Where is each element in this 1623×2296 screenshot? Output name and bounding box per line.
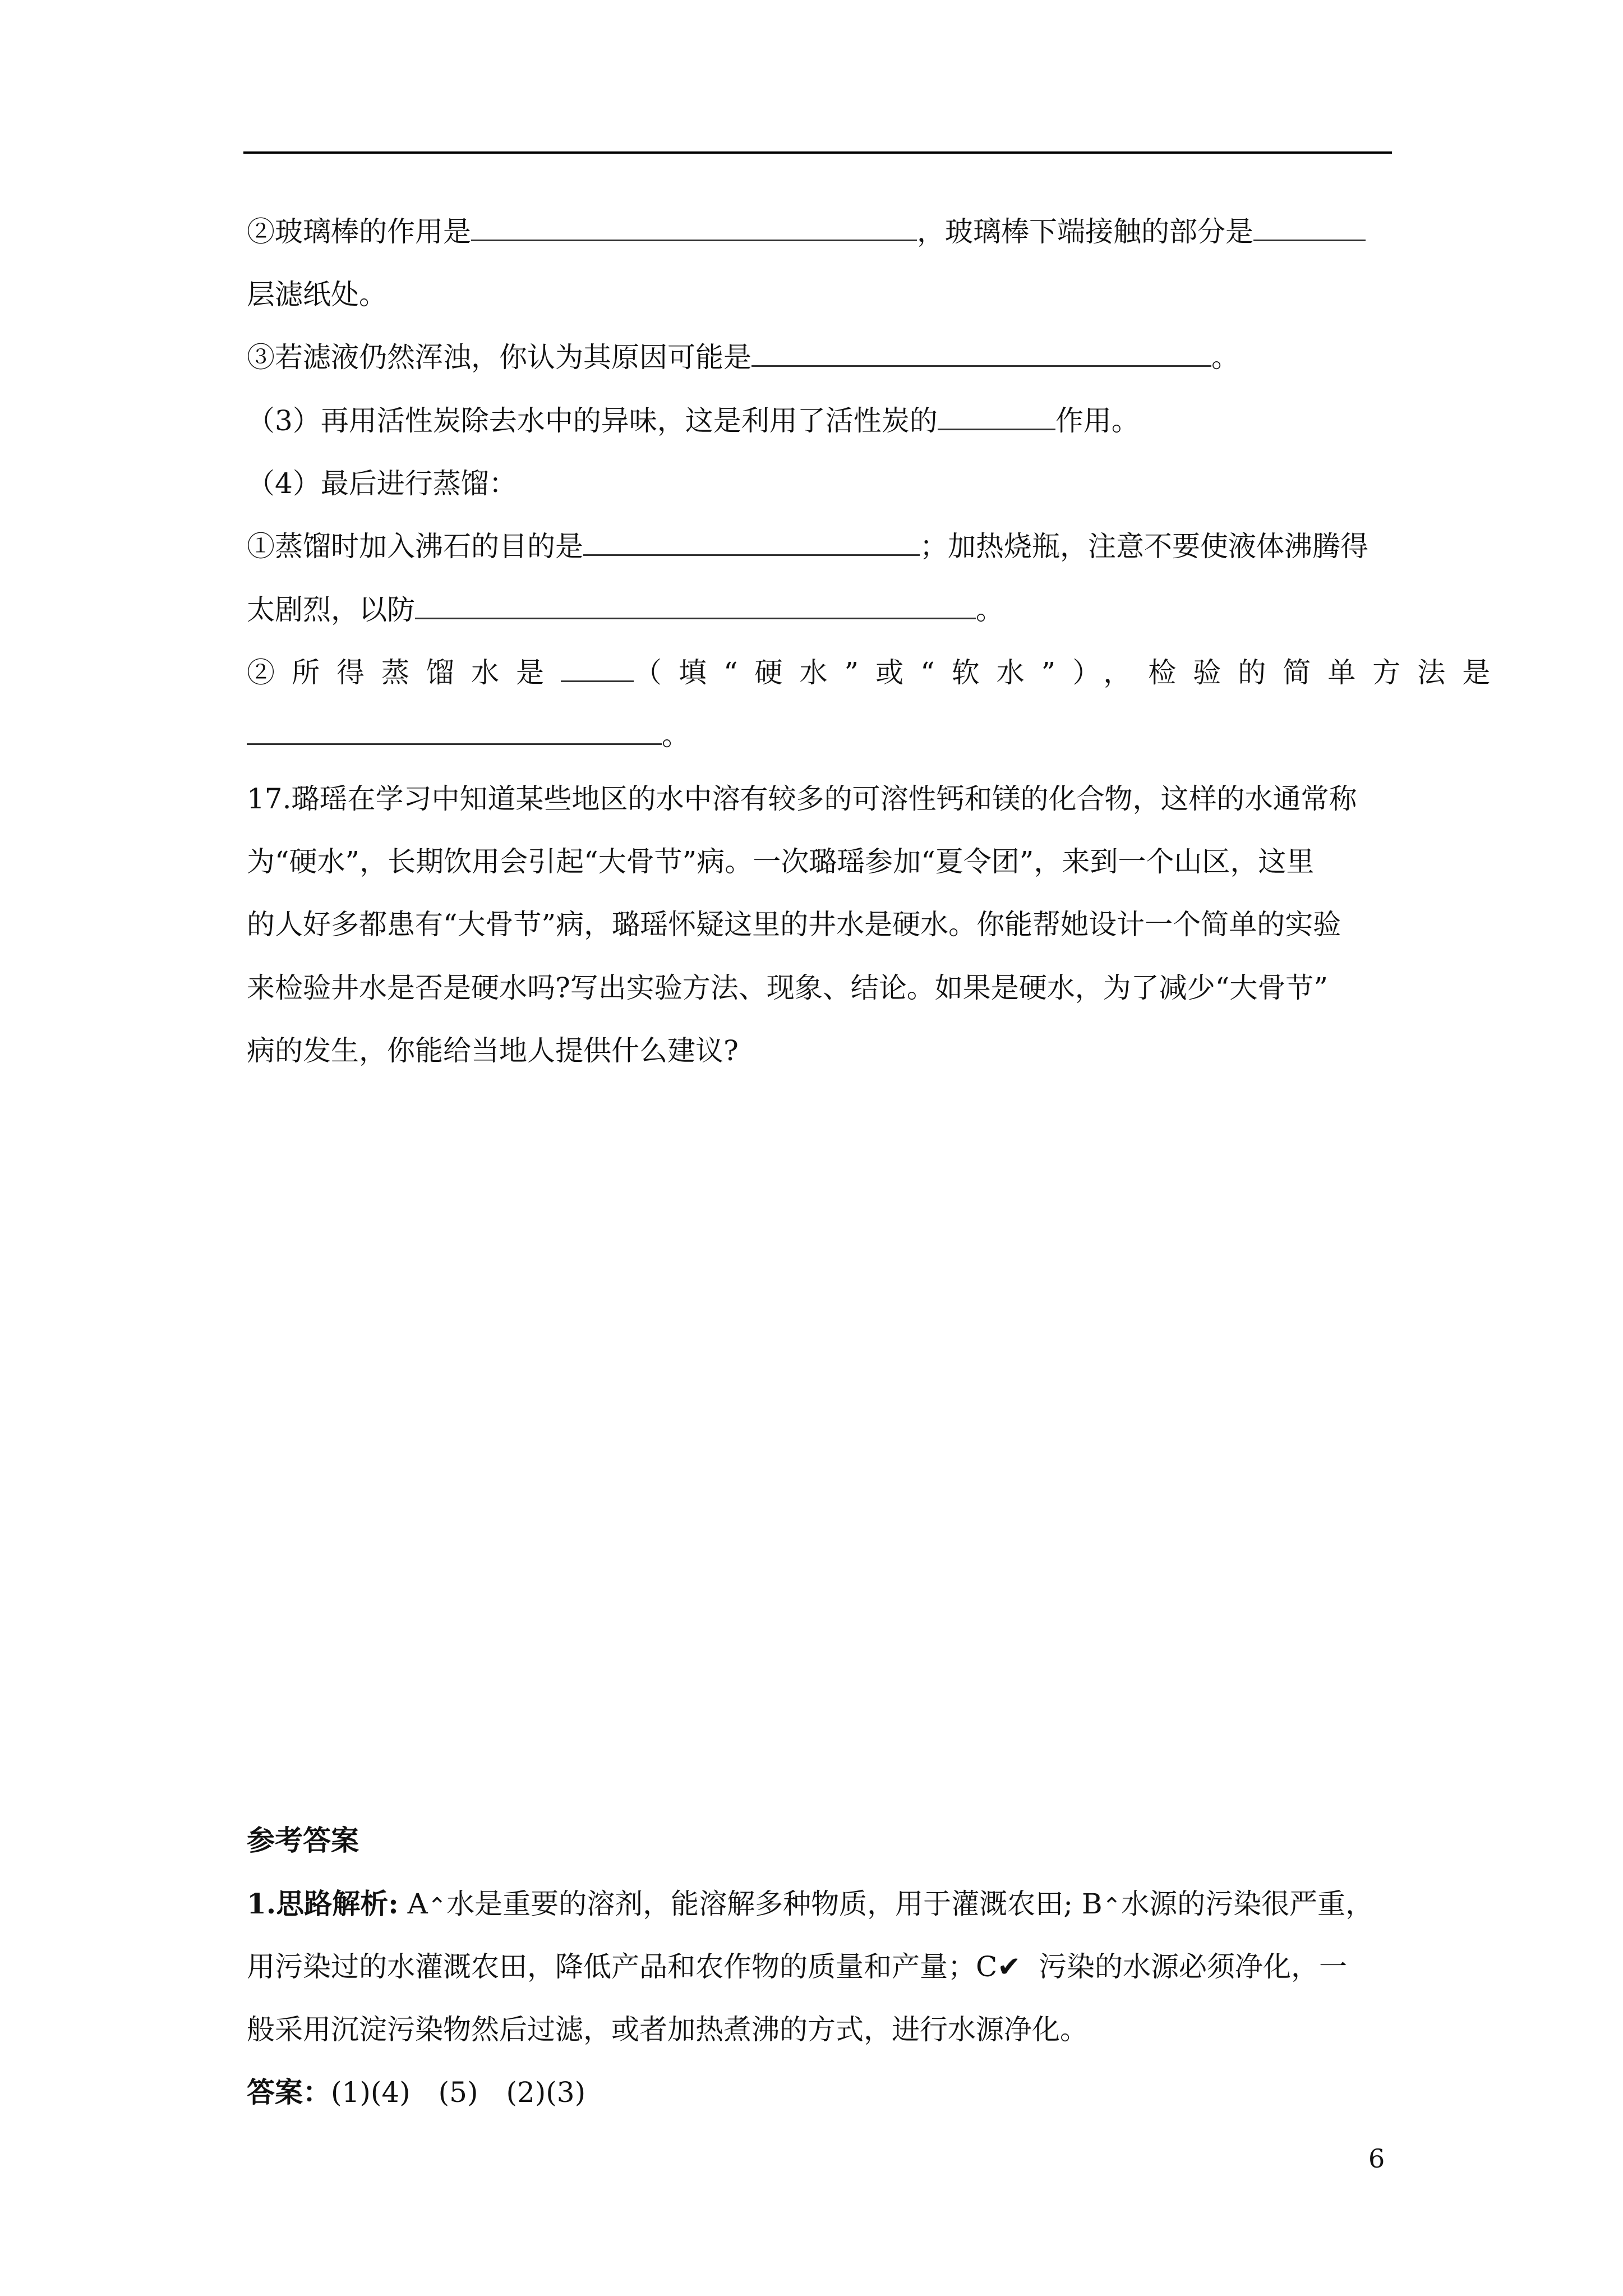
answer-1-line-3: 般采用沉淀污染物然后过滤，或者加热煮沸的方式，进行水源净化。 [247,2013,1088,2046]
answer-blank[interactable] [471,215,917,241]
answer-1-line-1: 1.思路解析: A⌃水是重要的溶剂，能溶解多种物质，用于灌溉农田; B⌃水源的污染很严重， [247,1887,1374,1920]
q16-line-8: ②所得蒸馏水是 （填“硬水”或“软水”），检验的简单方法是 [247,656,1507,689]
q16-line-5: （4）最后进行蒸馏： [247,467,517,500]
q16-line-6: ①蒸馏时加入沸石的目的是 ；加热烧瓶，注意不要使液体沸腾得 [247,530,1368,563]
q17-line: 17.璐瑶在学习中知道某些地区的水中溶有较多的可溶性钙和镁的化合物，这样的水通常称 [247,783,1357,815]
answer-blank[interactable] [415,593,976,619]
check-mark-icon: ✔ [997,1950,1021,1983]
q16-line-4: （3）再用活性炭除去水中的异味，这是利用了活性炭的 作用。 [247,404,1140,437]
answer-blank[interactable] [751,341,1211,367]
answer-blank[interactable] [583,530,920,556]
header-rule [243,151,1392,154]
answers-heading: 参考答案 [247,1824,359,1857]
q16-line-2: ②玻璃棒的作用是 ，玻璃棒下端接触的部分是 [247,215,1366,249]
answer-blank[interactable] [561,656,634,682]
q16-line-7: 太剧烈，以防 。 [247,593,1004,626]
q16-line-9: 。 [247,719,690,752]
answer-blank[interactable] [1253,215,1366,241]
q17-line: 为“硬水”，长期饮用会引起“大骨节”病。一次璐瑶参加“夏令团”，来到一个山区，这里 [247,845,1315,878]
q17-line: 的人好多都患有“大骨节”病，璐瑶怀疑这里的井水是硬水。你能帮她设计一个简单的实验 [247,908,1341,941]
answer-1-line-2: 用污染过的水灌溉农田，降低产品和农作物的质量和产量；C✔ 污染的水源必须净化，一 [247,1950,1347,1983]
answer-1-final: 答案：(1)(4) (5) (2)(3) [247,2076,586,2109]
caret-mark-icon: ⌃ [427,1893,447,1919]
answer-blank[interactable] [247,719,662,745]
q17-line: 来检验井水是否是硬水吗?写出实验方法、现象、结论。如果是硬水，为了减少“大骨节” [247,972,1328,1004]
q16-line-3: ③若滤液仍然浑浊，你认为其原因可能是 。 [247,341,1239,374]
page-number: 6 [1368,2143,1385,2174]
caret-mark-icon: ⌃ [1102,1893,1122,1919]
q17-line: 病的发生，你能给当地人提供什么建议? [247,1034,739,1067]
q16-line-2-cont: 层滤纸处。 [247,278,387,311]
answer-blank[interactable] [938,404,1055,430]
